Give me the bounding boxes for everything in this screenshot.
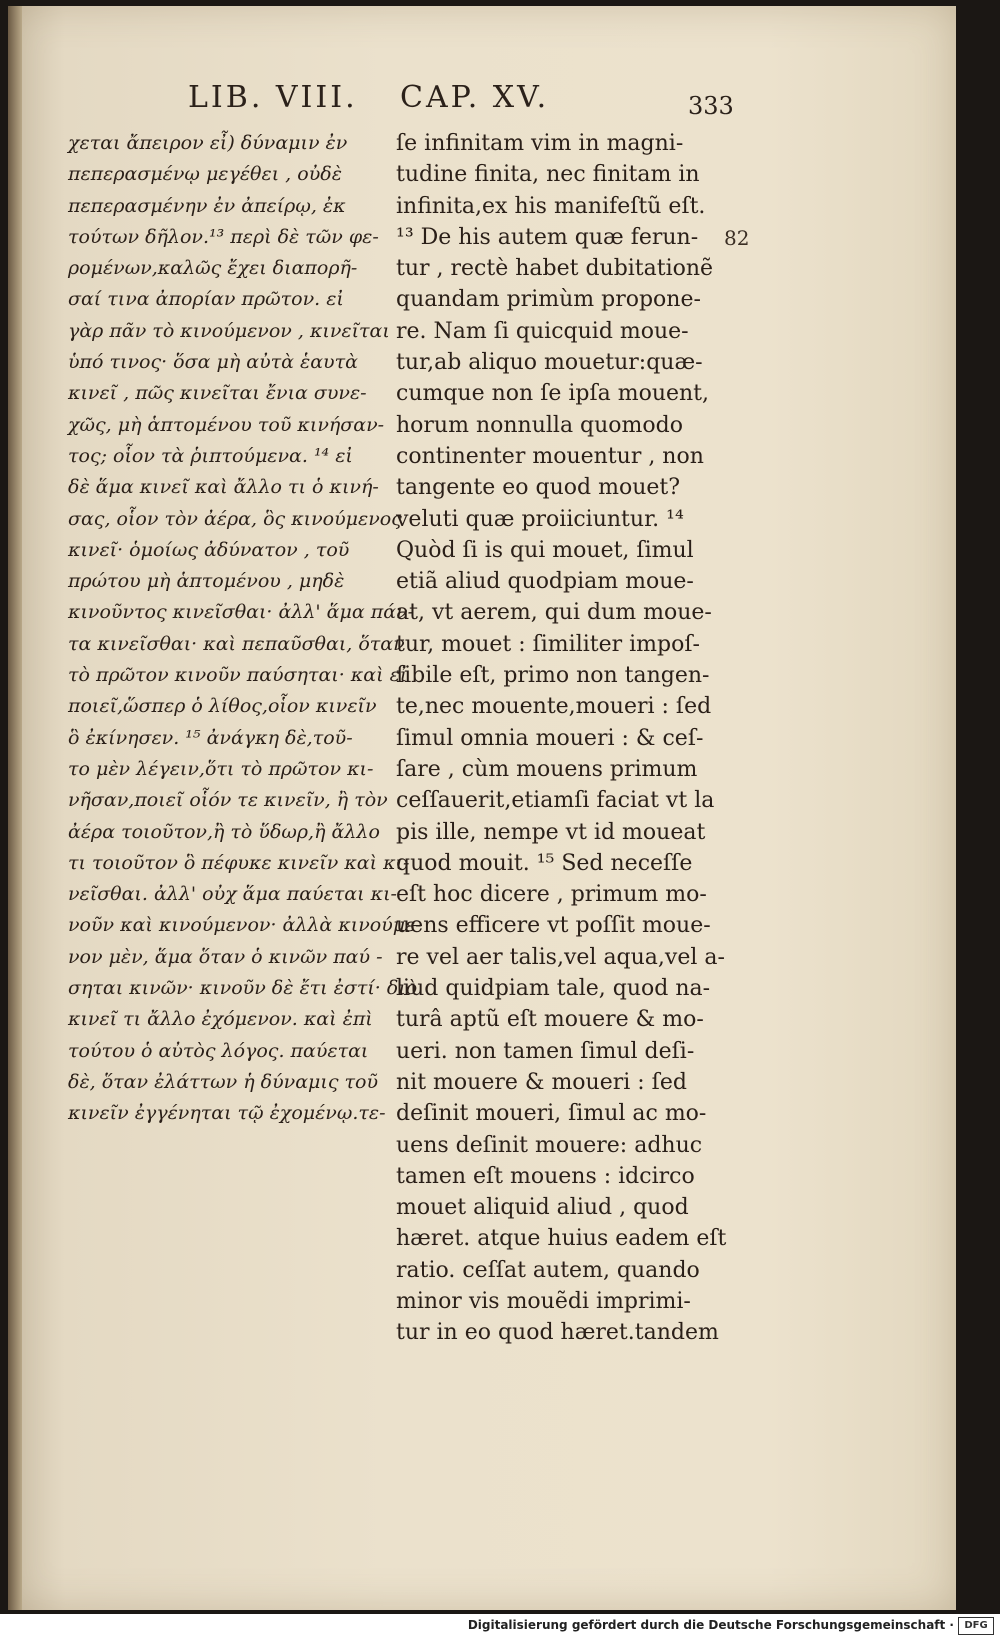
greek-text-line: κινεῖ τι ἄλλο ἐχόμενον. καὶ ἐπὶ: [68, 1008, 373, 1031]
page-spine-shadow: [8, 6, 22, 1610]
greek-text-line: σηται κινῶν· κινοῦν δὲ ἔτι ἐστί· διὸ: [68, 977, 418, 1000]
greek-text-line: τούτων δῆλον.¹³ περὶ δὲ τῶν φε-: [68, 225, 379, 248]
greek-text-line: τα κινεῖσθαι· καὶ πεπαῦσθαι, ὅταν: [68, 632, 405, 655]
latin-text-line: continenter mouentur , non: [396, 443, 704, 469]
latin-text-line: infinita,ex his manifeſtũ eſt.: [396, 193, 706, 219]
greek-text-line: κινεῖν ἐγγένηται τῷ ἐχομένῳ.τε-: [68, 1102, 386, 1125]
header-chapter: CAP. XV.: [400, 80, 550, 115]
funding-credit: Digitalisierung gefördert durch die Deutsche Forschungsgemeinschaft ·: [467, 1618, 954, 1632]
greek-text-line: δὲ ἅμα κινεῖ καὶ ἄλλο τι ὁ κινή-: [68, 476, 379, 499]
greek-text-line: τι τοιοῦτον ὃ πέφυκε κινεῖν καὶ κι-: [68, 851, 410, 874]
greek-text-line: σας, οἷον τὸν ἀέρα, ὃς κινούμενος: [68, 507, 402, 530]
greek-text-line: ὃ ἐκίνησεν. ¹⁵ ἀνάγκη δὲ,τοῦ-: [68, 726, 353, 749]
latin-text-line: quandam primùm propone-: [396, 287, 701, 313]
latin-text-line: tudine finita, nec finitam in: [396, 162, 700, 188]
latin-text-line: ratio. ceſſat autem, quando: [396, 1257, 700, 1283]
latin-text-line: ceſſauerit,etiamſi faciat vt la: [396, 788, 715, 814]
greek-text-column: [68, 128, 422, 1130]
margin-note: 82: [724, 226, 750, 250]
greek-text-line: νεῖσθαι. ἀλλ' οὐχ ἅμα παύεται κι-: [68, 883, 397, 906]
latin-text-line: eſt hoc dicere , primum mo-: [396, 882, 707, 908]
latin-text-line: nit mouere & moueri : ſed: [396, 1069, 687, 1095]
latin-text-line: deſinit moueri, ſimul ac mo-: [396, 1101, 707, 1127]
greek-text-line: κινοῦντος κινεῖσθαι· ἀλλ' ἅμα πάν-: [68, 601, 415, 624]
latin-text-line: quod mouit. ¹⁵ Sed neceſſe: [396, 850, 693, 876]
latin-text-line: tur , rectè habet dubitationẽ: [396, 256, 714, 282]
latin-text-line: Quòd ſi is qui mouet, ſimul: [396, 537, 694, 563]
greek-text-line: ποιεῖ,ὥσπερ ὁ λίθος,οἷον κινεῖν: [68, 695, 377, 718]
greek-text-line: νοῦν καὶ κινούμενον· ἀλλὰ κινούμε-: [68, 914, 422, 937]
latin-text-line: tangente eo quod mouet?: [396, 475, 681, 501]
greek-text-line: γὰρ πᾶν τὸ κινούμενον , κινεῖται: [68, 319, 390, 342]
latin-text-line: re vel aer talis,vel aqua,vel a-: [396, 944, 725, 970]
greek-text-line: το μὲν λέγειν,ὅτι τὸ πρῶτον κι-: [68, 757, 374, 780]
greek-text-line: ρομένων,καλῶς ἔχει διαπορῆ-: [68, 257, 358, 280]
running-header: [188, 80, 748, 120]
greek-text-line: τος; οἷον τὰ ῥιπτούμενα. ¹⁴ εἰ: [68, 444, 353, 467]
greek-text-line: πεπερασμένην ἐν ἀπείρῳ, ἐκ: [68, 194, 346, 217]
greek-text-line: πεπερασμένῳ μεγέθει , οὐδὲ: [68, 163, 342, 186]
latin-text-line: tur in eo quod hæret.tandem: [396, 1320, 719, 1346]
latin-text-line: re. Nam ſi quicquid moue-: [396, 318, 689, 344]
latin-text-line: liud quidpiam tale, quod na-: [396, 976, 711, 1002]
greek-text-line: νῆσαν,ποιεῖ οἷόν τε κινεῖν, ἢ τὸν: [68, 789, 388, 812]
latin-text-line: te,nec mouente,moueri : ſed: [396, 694, 712, 720]
dfg-logo: DFG: [958, 1617, 994, 1635]
page-number: 333: [688, 92, 734, 120]
latin-text-line: ſibile eſt, primo non tangen-: [396, 663, 710, 689]
latin-text-line: ſimul omnia moueri : & ceſ-: [396, 725, 704, 751]
latin-text-line: ¹³ De his autem quæ ferun-: [396, 224, 699, 250]
greek-text-line: πρώτου μὴ ἁπτομένου , μηδὲ: [68, 570, 345, 593]
greek-text-line: κινεῖ , πῶς κινεῖται ἔνια συνε-: [68, 382, 367, 405]
latin-text-line: tamen eſt mouens : idcirco: [396, 1163, 695, 1189]
latin-text-line: uens efficere vt poſſit moue-: [396, 913, 711, 939]
latin-text-line: turâ aptũ eſt mouere & mo-: [396, 1007, 704, 1033]
greek-text-line: χῶς, μὴ ἁπτομένου τοῦ κινήσαν-: [68, 413, 385, 436]
greek-text-line: ἀέρα τοιοῦτον,ἢ τὸ ὕδωρ,ἢ ἄλλο: [68, 820, 380, 843]
latin-text-line: pis ille, nempe vt id moueat: [396, 819, 706, 845]
greek-text-line: κινεῖ· ὁμοίως ἀδύνατον , τοῦ: [68, 538, 350, 561]
latin-text-line: ueri. non tamen ſimul deſi-: [396, 1038, 695, 1064]
latin-text-line: ſe infinitam vim in magni-: [396, 131, 684, 156]
latin-text-line: mouet aliquid aliud , quod: [396, 1195, 689, 1221]
latin-text-line: ſare , cùm mouens primum: [396, 756, 698, 782]
latin-text-column: [396, 128, 726, 1349]
greek-text-line: χεται ἄπειρον εἶ) δύναμιν ἐν: [68, 132, 348, 154]
latin-text-line: at, vt aerem, qui dum moue-: [396, 600, 712, 626]
greek-text-line: νον μὲν, ἅμα ὅταν ὁ κινῶν παύ -: [68, 945, 383, 968]
greek-text-line: δὲ, ὅταν ἐλάττων ἡ δύναμις τοῦ: [68, 1070, 379, 1093]
greek-text-line: τούτου ὁ αὐτὸς λόγος. παύεται: [68, 1039, 369, 1062]
latin-text-line: veluti quæ proiiciuntur. ¹⁴: [396, 506, 684, 532]
latin-text-line: horum nonnulla quomodo: [396, 412, 683, 438]
latin-text-line: cumque non ſe ipſa mouent,: [396, 381, 710, 407]
greek-text-line: τὸ πρῶτον κινοῦν παύσηται· καὶ εἰ: [68, 664, 408, 687]
latin-text-line: uens deſinit mouere: adhuc: [396, 1132, 703, 1158]
greek-text-line: ὑπό τινος· ὅσα μὴ αὐτὰ ἑαυτὰ: [68, 351, 358, 374]
digitization-footer: [0, 1614, 1000, 1638]
latin-text-line: minor vis mouẽdi imprimi-: [396, 1288, 691, 1314]
latin-text-line: tur,ab aliquo mouetur:quæ-: [396, 350, 703, 376]
latin-text-line: tur, mouet : ſimiliter impoſ-: [396, 631, 700, 657]
latin-text-line: hæret. atque huius eadem eſt: [396, 1226, 727, 1252]
header-book: LIB. VIII.: [188, 80, 358, 115]
book-page: [8, 6, 956, 1610]
greek-text-line: σαί τινα ἀπορίαν πρῶτον. εἰ: [68, 288, 344, 311]
latin-text-line: etiã aliud quodpiam moue-: [396, 569, 694, 595]
